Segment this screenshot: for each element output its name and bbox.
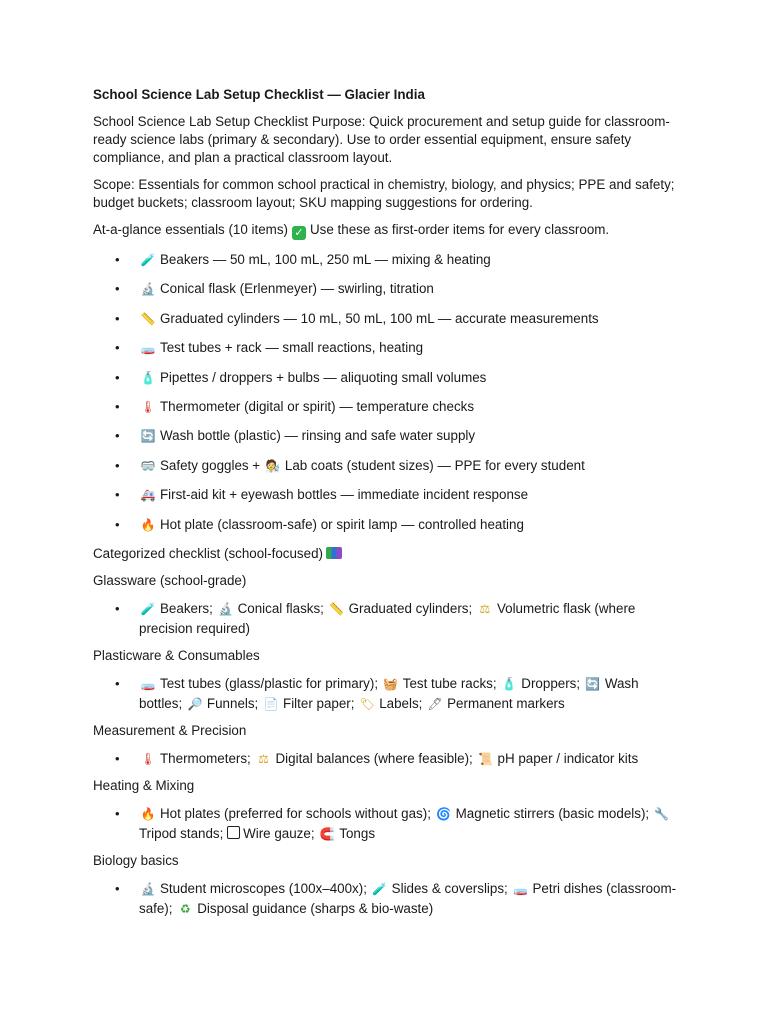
scroll-icon: 📜 [478, 751, 493, 766]
glassware-list [93, 599, 683, 639]
item-text: Graduated cylinders — 10 mL, 50 mL, 100 mL — accurate measurements [160, 310, 599, 326]
check-mark-icon: ✓ [292, 226, 306, 240]
refresh-icon: 🔄 [585, 676, 601, 691]
list-item [93, 280, 683, 298]
balance-icon: ⚖ [479, 601, 491, 616]
item-text: Permanent markers [447, 695, 565, 711]
ataglance-tail: Use these as first-order items for every classroom. [310, 222, 610, 237]
wrench-icon: 🔧 [654, 806, 670, 821]
list-item [93, 427, 683, 445]
item-text: Tongs [339, 825, 376, 841]
item-text: Test tube racks; [402, 675, 497, 691]
heating-heading: Heating & Mixing [93, 777, 195, 793]
item-text: Beakers; [160, 600, 213, 616]
list-item [93, 339, 683, 357]
item-text: Tripod stands; [139, 825, 224, 841]
square-icon [227, 826, 240, 839]
test-tube-icon: 🧪 [140, 601, 156, 616]
books-icon [326, 547, 342, 559]
petri-dish-icon: 🧫 [140, 341, 156, 356]
biology-heading: Biology basics [93, 852, 179, 868]
item-text-2: Lab coats (student sizes) — PPE for every student [284, 457, 585, 473]
item-text: Slides & coverslips; [391, 880, 508, 896]
ruler-icon: 📏 [140, 311, 156, 326]
fire-icon: 🔥 [140, 517, 156, 532]
microscope-icon: 🔬 [218, 601, 234, 616]
refresh-icon: 🔄 [140, 429, 156, 444]
plasticware-list [93, 674, 683, 714]
item-text: Wire gauze; [243, 825, 315, 841]
petri-dish-icon: 🧫 [513, 881, 528, 896]
label-icon: 🏷 [359, 696, 375, 711]
item-text: Conical flask (Erlenmeyer) — swirling, titration [160, 281, 434, 297]
list-item [93, 486, 683, 504]
test-tube-icon: 🧪 [372, 881, 388, 896]
item-text: Thermometer (digital or spirit) — temperature checks [160, 398, 475, 414]
item-text: Volumetric flask (where precision required) [139, 600, 636, 636]
list-item [93, 674, 683, 714]
glassware-heading: Glassware (school-grade) [93, 572, 247, 588]
item-text: Magnetic stirrers (basic models); [455, 805, 650, 821]
item-text: Filter paper; [283, 695, 355, 711]
heating-list [93, 804, 683, 844]
fire-icon: 🔥 [140, 806, 156, 821]
ataglance-lead: At-a-glance essentials (10 items) [93, 222, 288, 237]
item-text: Labels; [379, 695, 423, 711]
item-text: Wash bottles; [139, 675, 639, 711]
item-text: Student microscopes (100x–400x); [160, 880, 367, 896]
document-title: School Science Lab Setup Checklist — Glacier India [93, 87, 425, 102]
thermometer-icon: 🌡 [140, 751, 156, 766]
magnet-icon: 🧲 [319, 826, 335, 841]
scientist-icon: 🧑‍🔬 [265, 458, 281, 473]
item-text: Conical flasks; [237, 600, 324, 616]
essentials-list [93, 251, 683, 534]
item-text: Pipettes / droppers + bulbs — aliquoting small volumes [160, 369, 487, 385]
item-text: Droppers; [521, 675, 581, 691]
item-text: Safety goggles + [160, 457, 261, 473]
list-item [93, 457, 683, 475]
list-item [93, 398, 683, 416]
item-text: Hot plates (preferred for schools without gas); [160, 805, 431, 821]
list-item [93, 251, 683, 269]
list-item [93, 310, 683, 328]
microscope-icon: 🔬 [140, 881, 156, 896]
cyclone-icon: 🌀 [436, 806, 452, 821]
petri-dish-icon: 🧫 [140, 676, 156, 691]
marker-icon: 🖊 [427, 696, 443, 711]
item-text: Test tubes (glass/plastic for primary); [160, 675, 379, 691]
basket-icon: 🧺 [383, 676, 399, 691]
item-text: First-aid kit + eyewash bottles — immediate incident response [160, 487, 529, 503]
balance-icon: ⚖ [258, 751, 269, 766]
measurement-list [93, 749, 683, 769]
item-text: Funnels; [206, 695, 259, 711]
ruler-icon: 📏 [329, 601, 345, 616]
plasticware-heading: Plasticware & Consumables [93, 647, 260, 663]
biology-list [93, 879, 683, 919]
paper-icon: 📄 [263, 696, 279, 711]
dropper-bottle-icon: 🧴 [501, 676, 517, 691]
measurement-heading: Measurement & Precision [93, 722, 247, 738]
microscope-icon: 🔬 [140, 282, 156, 297]
purpose-paragraph: School Science Lab Setup Checklist Purpose: Quick procurement and setup guide for classroom-ready science labs (primary & secondary). Use to order essential equipment, ensure safety compliance, and plan a practical classroom layout. [93, 114, 670, 165]
list-item [93, 369, 683, 387]
document-page [93, 86, 683, 927]
list-item [93, 804, 683, 844]
categorized-heading [93, 545, 683, 563]
list-item [93, 599, 683, 639]
item-text: Beakers — 50 mL, 100 mL, 250 mL — mixing & heating [160, 252, 491, 267]
ataglance-line [93, 221, 683, 240]
goggles-icon: 🥽 [140, 458, 156, 473]
item-text: Graduated cylinders; [348, 600, 473, 616]
item-text: Hot plate (classroom-safe) or spirit lamp — controlled heating [160, 516, 524, 532]
item-text: Thermometers; [160, 750, 251, 766]
scope-paragraph: Scope: Essentials for common school practical in chemistry, biology, and physics; PPE and safety; budget buckets; classroom layout; SKU mapping suggestions for ordering. [93, 177, 675, 210]
item-text: Disposal guidance (sharps & bio-waste) [197, 900, 434, 916]
ambulance-icon: 🚑 [140, 488, 156, 503]
item-text: Petri dishes (classroom-safe); [139, 880, 677, 916]
list-item [93, 749, 683, 769]
magnifier-icon: 🔎 [187, 696, 203, 711]
item-text: Test tubes + rack — small reactions, heating [160, 340, 424, 356]
list-item [93, 516, 683, 534]
recycle-icon: ♻ [179, 901, 191, 916]
dropper-bottle-icon: 🧴 [140, 370, 156, 385]
categorized-heading-text: Categorized checklist (school-focused) [93, 545, 323, 561]
thermometer-icon: 🌡 [140, 399, 156, 414]
test-tube-icon: 🧪 [140, 253, 156, 267]
item-text: Digital balances (where feasible); [275, 750, 473, 766]
item-text: Wash bottle (plastic) — rinsing and safe water supply [160, 428, 476, 444]
item-text: pH paper / indicator kits [497, 750, 639, 766]
list-item [93, 879, 683, 919]
